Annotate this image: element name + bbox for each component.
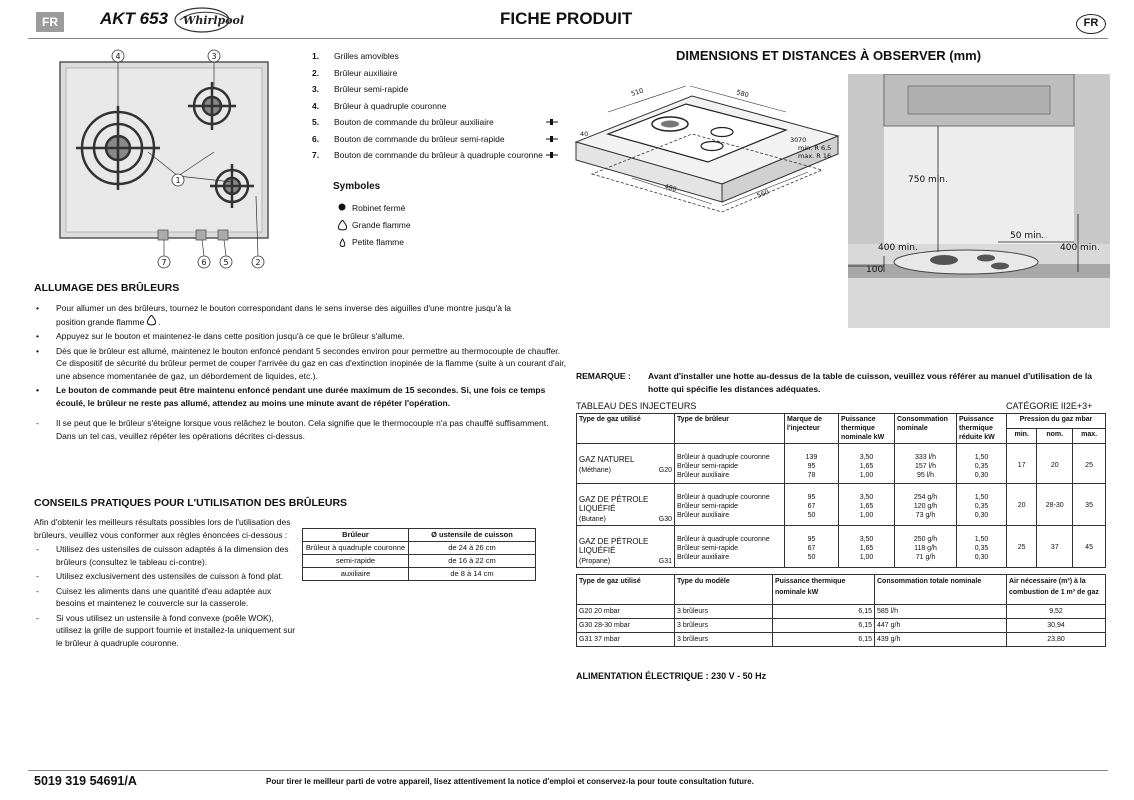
tips-list [34,516,296,651]
ignition-note: - Il se peut que le brûleur s'éteigne lorsque vous relâchez le bouton. Cela signifie que le thermocouple n'a pas chauffé suffisamment. Dans un tel cas, veuillez répéter les opérations décrites ci-dessus. [36,418,549,441]
table-row: semi-rapide de 16 à 22 cm [303,555,536,568]
table-row: G30 28-30 mbar 3 brûleurs 6,15 447 g/h 30,94 [577,619,1106,633]
cookware-header-burner: Brûleur [303,529,409,542]
dim-label: 40 [580,130,589,138]
sum-col-power: Puissance thermique nominale kW [773,575,875,605]
parts-item-label: Bouton de commande du brûleur semi-rapide [334,133,505,144]
brand-logo [172,6,244,36]
large-flame-icon [338,220,347,231]
parts-item-label: Bouton de commande du brûleur à quadruple couronne [334,150,543,160]
cookware-header-diameter: Ø ustensile de cuisson [409,529,536,542]
table-row: G31 37 mbar 3 brûleurs 6,15 439 g/h 23,80 [577,633,1106,647]
remark-text: Avant d'installer une hotte au-dessus de la table de cuisson, veuillez vous référer au manuel d'utilisation de la hotte qui spécifie les distances adéquates. [648,371,1092,394]
parts-item-number: 1. [312,51,320,61]
tip-item: - Cuisez les aliments dans une quantité d'eau adaptée aux besoins et maintenez le couvercle sur la casserole. [36,585,272,608]
dim-label: 480 [663,182,678,194]
remark-label: REMARQUE : [576,371,631,381]
symbol-closed: Robinet fermé [338,200,411,217]
knob-position-icon [544,134,560,144]
parts-list-item [312,131,552,148]
symbols-title: Symboles [333,181,381,192]
knob-position-icon [544,117,560,127]
ignition-instructions [34,302,566,444]
col-burner-type: Type de brûleur [675,414,785,444]
hood-clearance-drawing [848,74,1110,328]
dim-label: 50 min. [1010,231,1045,241]
gas-sub: (Propane) [579,558,611,565]
dim-label: 510 [630,86,645,98]
dim-label: 100 [866,265,884,275]
page-title: FICHE PRODUIT [500,9,633,28]
parts-list-item [312,114,552,131]
dimensions-title: DIMENSIONS ET DISTANCES À OBSERVER (mm) [676,48,982,63]
hob-top-view-illustration [36,44,296,276]
model-name: AKT 653 [100,9,169,28]
parts-list-item [312,147,552,164]
parts-list-item [312,98,552,115]
gas-code: G31 [658,558,672,565]
sum-col-model: Type du modèle [675,575,773,605]
document-code: 5019 319 54691/A [34,774,137,788]
callout-1: 1 [175,176,181,185]
parts-list-item [312,48,552,65]
dim-label: 70 [798,136,807,144]
callout-6: 6 [201,258,207,267]
svg-text:Whirlpool: Whirlpool [183,14,244,27]
sum-col-consumption: Consommation totale nominale [875,575,1007,605]
gas-summary-table [576,574,1106,647]
footer-note: Pour tirer le meilleur parti de votre appareil, lisez attentivement la notice d'emploi et conservez-la pour toute consultation future. [266,777,754,786]
tips-intro: Afin d'obtenir les meilleurs résultats possibles lors de l'utilisation des brûleurs, veuillez vous conformer aux règles énoncées ci-dessous : [34,517,291,540]
col-pressure-min: min. [1007,429,1037,444]
language-badge: FR [36,12,64,32]
large-flame-icon [147,315,156,326]
parts-item-label: Brûleur à quadruple couronne [334,100,447,111]
closed-tap-icon [338,203,346,211]
parts-item-label: Brûleur semi-rapide [334,84,409,94]
dim-label: 400 min. [1060,243,1100,253]
sum-col-air: Air nécessaire (m³) à la combustion de 1 m³ de gaz [1007,575,1106,605]
parts-item-label: Brûleur auxiliaire [334,67,398,78]
callout-7: 7 [161,258,167,267]
col-reduced-power: Puissance thermique réduite kW [957,414,1007,444]
gas-name: GAZ DE PÉTROLE LIQUÉFIÉ [579,537,649,555]
cutout-dimensions-drawing [572,72,844,232]
gas-category: CATÉGORIE II2E+3+ [1006,401,1093,411]
parts-list-item [312,81,552,98]
gas-sub: (Méthane) [579,467,611,474]
header-divider [28,38,1108,39]
injectors-table [576,413,1106,568]
ignition-step: • Dès que le brûleur est allumé, maintenez le bouton enfoncé pendant 5 secondes environ pour permettre au thermocouple de chauffer. Ce dispositif de sécurité du brûleur permet de couper l'arrivée du gaz en cas d'extinction inopinée de la flamme (suite à un courant d'air, une absence momentanée de gaz, un débordement de liquides, etc.). [36,345,566,381]
gas-name: GAZ NATUREL [579,455,635,464]
dim-label: 560 [755,187,771,200]
tip-item: - Si vous utilisez un ustensile à fond convexe (poêle WOK), utilisez la grille de support fournie et installez-la uniquement sur le brûleur à quadruple couronne. [36,612,296,648]
sum-col-gas: Type de gaz utilisé [577,575,675,605]
ignition-step: • Appuyez sur le bouton et maintenez-le dans cette position jusqu'à ce que le brûleur s'allume. [36,331,405,341]
callout-4: 4 [115,52,121,61]
cookware-table [302,528,536,581]
installation-remark [576,370,1106,396]
ignition-warning: • Le bouton de commande peut être maintenu enfoncé pendant une durée maximum de 15 secondes. Si, une fois ce temps écoulé, le brûleur ne reste pas allumé, attendez au moins une minute avant de répéter l'opération. [36,385,546,408]
dim-label: 400 min. [878,243,918,253]
parts-list [312,48,552,164]
col-pressure-max: max. [1073,429,1106,444]
dim-label: min. R 6,5 [798,144,832,152]
gas-code: G20 [658,467,672,474]
col-pressure-nom: nom. [1037,429,1073,444]
parts-item-label: Grilles amovibles [334,51,399,61]
dim-label: 580 [735,88,750,100]
tip-item: - Utilisez exclusivement des ustensiles de cuisson à fond plat. [36,571,284,581]
dim-label: 30 [790,136,799,144]
gas-sub: (Butane) [579,516,606,523]
col-injector-mark: Marque de l'injecteur [785,414,839,444]
footer-divider [28,770,1108,771]
col-gas-pressure: Pression du gaz mbar [1007,414,1106,429]
table-row: auxiliaire de 8 à 14 cm [303,568,536,581]
parts-item-number: 4. [312,100,320,111]
dim-label: 750 min. [908,175,948,185]
parts-item-number: 5. [312,117,320,127]
power-supply: ALIMENTATION ÉLECTRIQUE : 230 V - 50 Hz [576,671,767,681]
table-row: GAZ DE PÉTROLE LIQUÉFIÉ (Butane) G30 Brûleur à quadruple couronne Brûleur semi-rapide Brûleur auxiliaire 95 67 50 3,50 1,65 1,00 254 g/h 120 g/h 73 g/h 1,50 0,35 0,30 20 28-30 35 [577,484,1106,526]
symbol-large-flame: Grande flamme [338,217,411,234]
col-nominal-power: Puissance thermique nominale kW [839,414,895,444]
symbol-small-flame: Petite flamme [338,234,411,251]
parts-item-number: 2. [312,67,320,78]
section-title-tips: CONSEILS PRATIQUES POUR L'UTILISATION DES BRÛLEURS [34,497,348,509]
symbols-list [338,200,411,251]
injectors-table-title: TABLEAU DES INJECTEURS [576,401,697,411]
table-row: GAZ DE PÉTROLE LIQUÉFIÉ (Propane) G31 Brûleur à quadruple couronne Brûleur semi-rapide Brûleur auxiliaire 95 67 50 3,50 1,65 1,00 250 g/h 118 g/h 71 g/h 1,50 0,35 0,30 25 37 45 [577,526,1106,568]
parts-item-number: 7. [312,150,320,160]
table-row: GAZ NATUREL (Méthane) G20 Brûleur à quadruple couronne Brûleur semi-rapide Brûleur auxiliaire 139 95 78 3,50 1,65 1,00 333 l/h 157 l/h 95 l/h 1,50 0,35 0,30 17 20 25 [577,444,1106,484]
gas-name: GAZ DE PÉTROLE LIQUÉFIÉ [579,495,649,513]
parts-item-label: Bouton de commande du brûleur auxiliaire [334,117,494,127]
callout-5: 5 [223,258,229,267]
ignition-step: • Pour allumer un des brûleurs, tournez le bouton correspondant dans le sens inverse des aiguilles d'une montre jusqu'à la position grande flamme . [36,303,511,327]
col-gas-type: Type de gaz utilisé [577,414,675,444]
parts-item-number: 3. [312,84,320,94]
parts-item-number: 6. [312,133,320,144]
col-nominal-consumption: Consommation nominale [895,414,957,444]
gas-code: G30 [658,516,672,523]
knob-position-icon [544,150,560,160]
dim-label: max. R 16 [798,152,832,160]
language-oval: FR [1076,14,1106,34]
small-flame-icon [338,237,347,248]
parts-list-item [312,65,552,82]
tip-item: - Utilisez des ustensiles de cuisson adaptés à la dimension des brûleurs (consultez le tableau ci-contre). [36,544,289,567]
table-row: Brûleur à quadruple couronne de 24 à 26 cm [303,542,536,555]
callout-3: 3 [211,52,217,61]
section-title-ignition: ALLUMAGE DES BRÛLEURS [34,282,180,294]
callout-2: 2 [255,258,261,267]
table-row: G20 20 mbar 3 brûleurs 6,15 585 l/h 9,52 [577,605,1106,619]
